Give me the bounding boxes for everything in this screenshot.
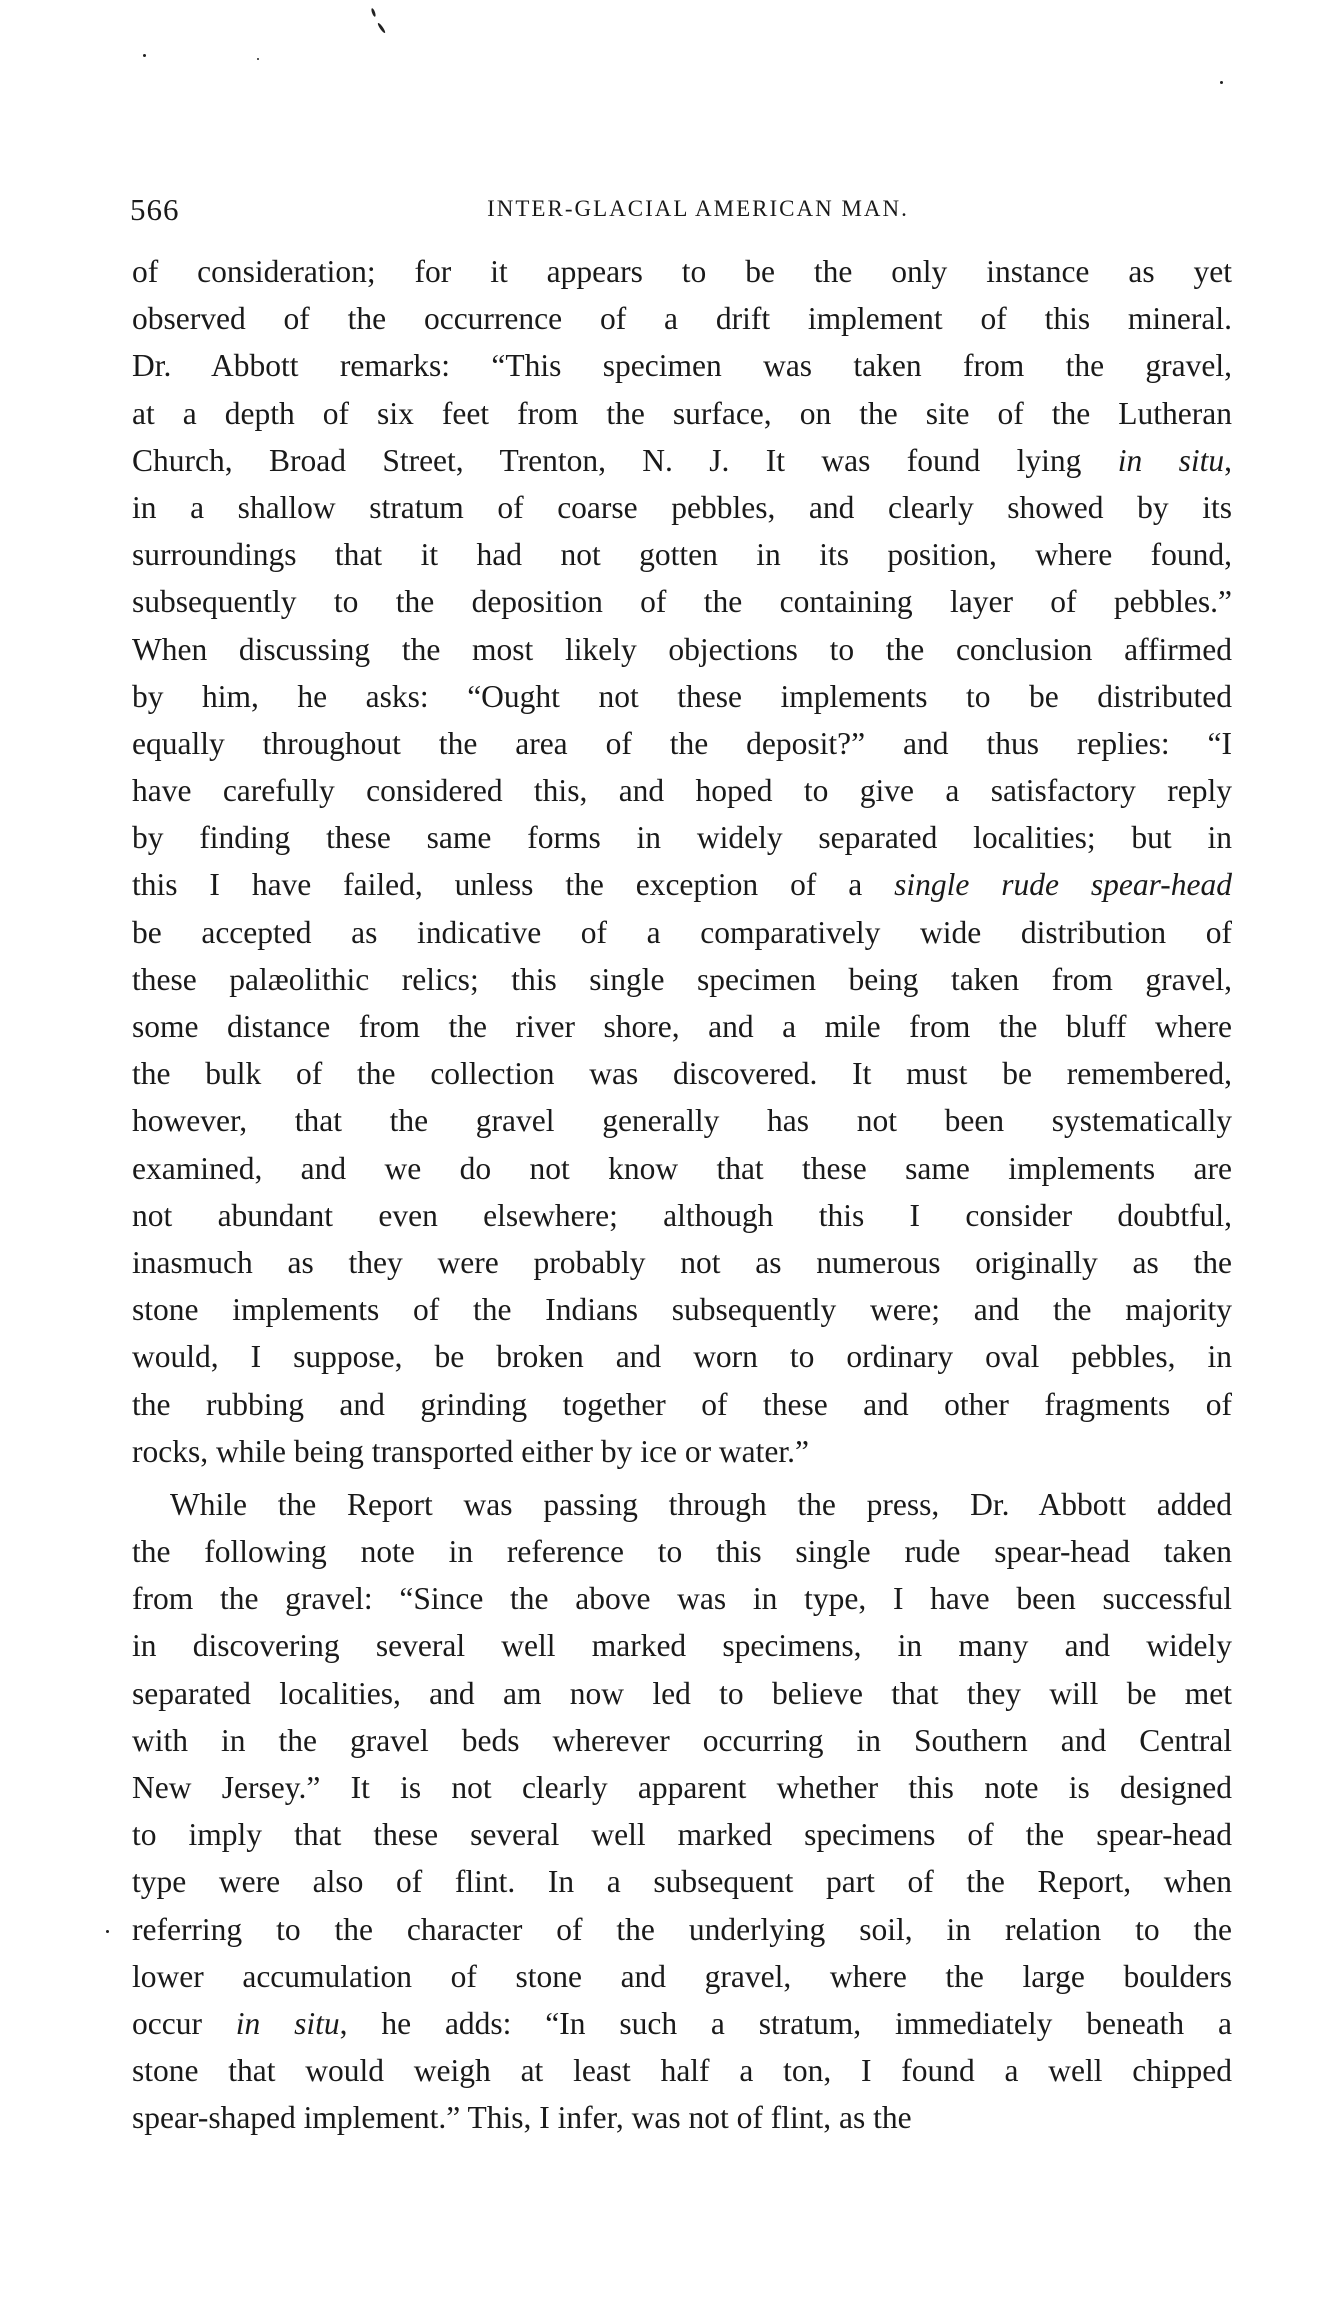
text-run: the bulk of the collection was discovered. It must be remembered, — [132, 1056, 1232, 1092]
text-run: inasmuch as they were probably not as numerous originally as the — [132, 1244, 1232, 1280]
text-run: with in the gravel beds wherever occurring in Southern and Central — [132, 1722, 1232, 1758]
text-line — [132, 248, 1232, 295]
text-line — [132, 1239, 1232, 1286]
text-line — [132, 390, 1232, 437]
text-run: New Jersey.” It is not clearly apparent whether this note is designed — [132, 1770, 1232, 1805]
text-run: however, that the gravel generally has not been systematically — [132, 1103, 1232, 1139]
text-line — [132, 861, 1232, 908]
text-line — [132, 1381, 1232, 1428]
text-run: equally throughout the area of the deposit?” and thus replies: “I — [132, 725, 1232, 761]
text-line — [132, 909, 1232, 956]
text-line — [132, 295, 1232, 342]
text-run: observed of the occurrence of a drift implement of this mineral. — [132, 301, 1232, 337]
text-run: When discussing the most likely objections to the conclusion affirmed — [132, 631, 1232, 667]
text-run: occur — [132, 2005, 236, 2041]
text-run: subsequently to the deposition of the containing layer of pebbles.” — [132, 584, 1232, 620]
scan-speck — [106, 1930, 109, 1933]
text-line — [132, 626, 1232, 673]
text-line — [132, 1575, 1232, 1622]
text-run: by him, he asks: “Ought not these implements to be distributed — [132, 678, 1232, 714]
text-run: be accepted as indicative of a comparatively wide distribution of — [132, 914, 1232, 950]
text-run: stone implements of the Indians subsequently were; and the majority — [132, 1292, 1232, 1328]
text-run: spear-shaped implement.” This, I infer, was not of flint, as the — [132, 2100, 912, 2136]
text-run: some distance from the river shore, and a mile from the bluff where — [132, 1009, 1232, 1044]
text-line — [132, 1145, 1232, 1192]
text-line — [132, 1097, 1232, 1144]
text-run: in discovering several well marked specimens, in many and widely — [132, 1628, 1232, 1664]
text-line — [132, 531, 1232, 578]
text-run: rocks, while being transported either by ice or water.” — [132, 1433, 810, 1469]
scan-speck — [377, 22, 386, 34]
text-line — [132, 814, 1232, 861]
page-number: 566 — [130, 192, 180, 227]
text-run: at a depth of six feet from the surface, on the site of the Lutheran — [132, 395, 1232, 431]
text-line — [132, 720, 1232, 767]
text-run: have carefully considered this, and hoped to give a satisfactory reply — [132, 773, 1232, 809]
text-line — [132, 1622, 1232, 1669]
text-run: from the gravel: “Since the above was in type, I have been successful — [132, 1581, 1232, 1617]
scan-speck — [143, 54, 146, 57]
text-line — [132, 1811, 1232, 1858]
text-run: examined, and we do not know that these same implements are — [132, 1150, 1232, 1186]
body-text — [132, 248, 1232, 2142]
running-head: INTER-GLACIAL AMERICAN MAN. — [487, 196, 909, 221]
text-run: , — [1224, 442, 1232, 478]
text-run: the following note in reference to this single rude spear-head taken — [132, 1534, 1232, 1570]
scan-speck — [1220, 81, 1223, 84]
text-run: type were also of flint. In a subsequent part of the Report, when — [132, 1864, 1232, 1900]
text-run: this I have failed, unless the exception of a — [132, 867, 895, 903]
text-line — [132, 1717, 1232, 1764]
text-line — [132, 1333, 1232, 1380]
text-run: referring to the character of the underlying soil, in relation to the — [132, 1911, 1232, 1947]
text-line — [132, 2094, 1232, 2141]
text-line — [132, 2047, 1232, 2094]
text-run: the rubbing and grinding together of these and other fragments of — [132, 1386, 1232, 1422]
text-run: would, I suppose, be broken and worn to ordinary oval pebbles, in — [132, 1339, 1232, 1375]
text-line — [132, 2000, 1232, 2047]
text-line — [132, 1428, 1232, 1475]
text-run: not abundant even elsewhere; although this I consider doubtful, — [132, 1197, 1232, 1233]
paragraph — [132, 1481, 1232, 2142]
italic-phrase: in situ — [235, 2005, 340, 2041]
text-line — [132, 1528, 1232, 1575]
paragraph — [132, 248, 1232, 1475]
scan-speck — [371, 8, 377, 17]
text-run: lower accumulation of stone and gravel, where the large boulders — [132, 1958, 1232, 1994]
text-run: stone that would weigh at least half a ton, I found a well chipped — [132, 2053, 1232, 2089]
text-line — [132, 578, 1232, 625]
text-run: While the Report was passing through the press, Dr. Abbott added — [170, 1486, 1232, 1522]
text-line — [132, 767, 1232, 814]
text-line — [132, 1286, 1232, 1333]
text-run: of consideration; for it appears to be the only instance as yet — [132, 254, 1232, 289]
text-run: surroundings that it had not gotten in its position, where found, — [132, 537, 1232, 573]
text-run: separated localities, and am now led to believe that they will be met — [132, 1675, 1232, 1711]
text-line — [132, 1481, 1232, 1528]
text-run: Church, Broad Street, Trenton, N. J. It was found lying — [132, 442, 1118, 478]
text-line — [132, 1003, 1232, 1050]
text-line — [132, 956, 1232, 1003]
text-run: , he adds: “In such a stratum, immediately beneath a — [339, 2005, 1233, 2041]
text-line — [132, 1050, 1232, 1097]
text-line — [132, 1858, 1232, 1905]
scan-speck — [257, 58, 259, 60]
italic-phrase: in situ — [1117, 442, 1225, 478]
text-run: to imply that these several well marked specimens of the spear-head — [132, 1817, 1232, 1853]
text-run: by finding these same forms in widely separated localities; but in — [132, 820, 1232, 856]
text-line — [132, 1953, 1232, 2000]
text-line — [132, 484, 1232, 531]
italic-phrase: single rude spear-head — [894, 867, 1232, 903]
text-line — [132, 673, 1232, 720]
text-run: in a shallow stratum of coarse pebbles, and clearly showed by its — [132, 489, 1232, 525]
text-line — [132, 437, 1232, 484]
text-line — [132, 1906, 1232, 1953]
text-line — [132, 1764, 1232, 1811]
page-header — [130, 192, 1236, 232]
text-line — [132, 1192, 1232, 1239]
text-line — [132, 1670, 1232, 1717]
text-line — [132, 342, 1232, 389]
text-run: Dr. Abbott remarks: “This specimen was taken from the gravel, — [132, 348, 1232, 384]
text-run: these palæolithic relics; this single specimen being taken from gravel, — [132, 961, 1232, 997]
